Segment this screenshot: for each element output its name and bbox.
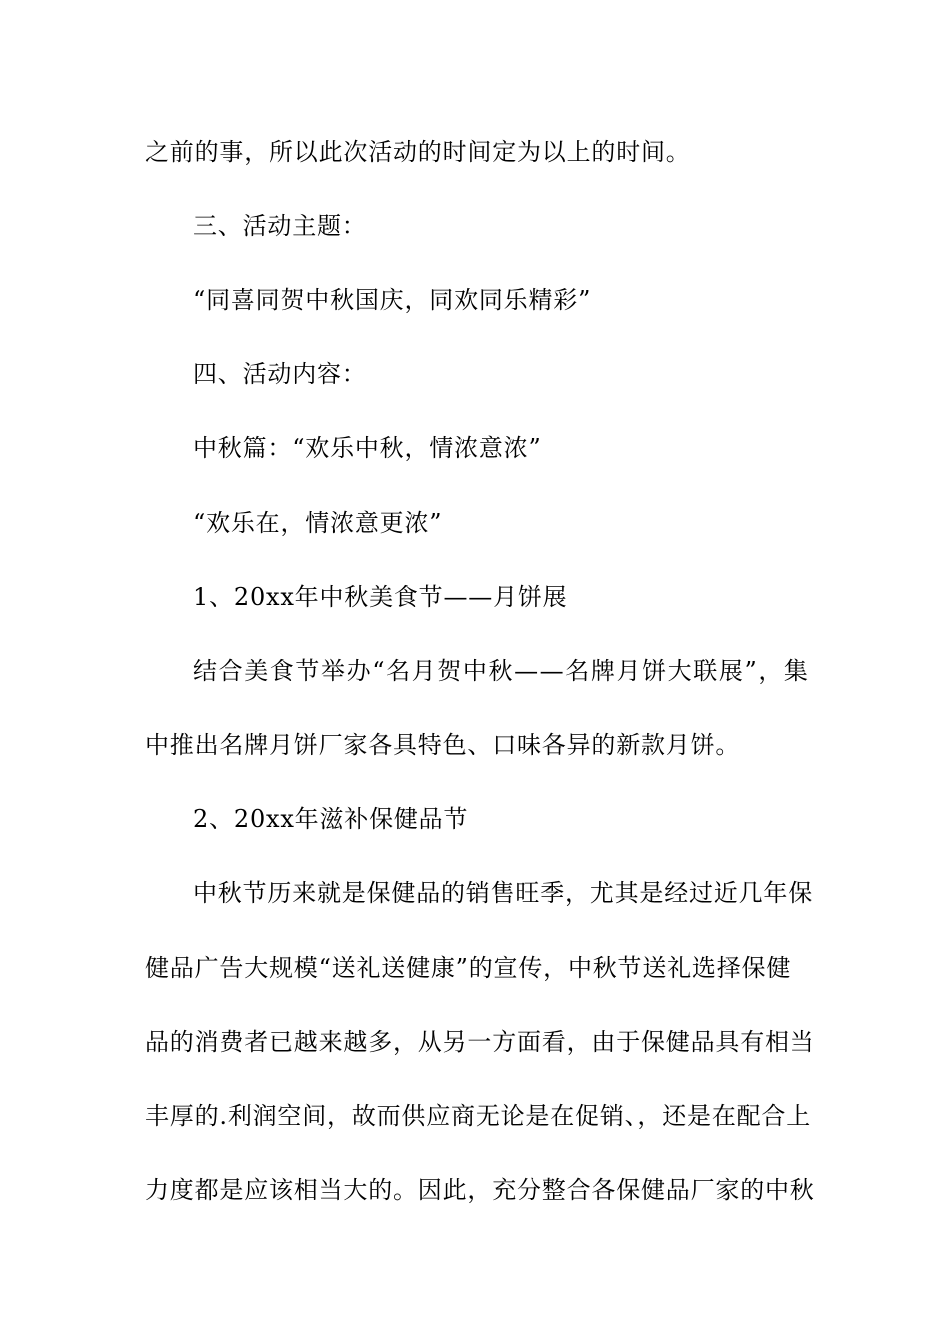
paragraph-2-line-4: 丰厚的.利润空间，故而供应商无论是在促销、，还是在配合上 — [145, 1102, 812, 1130]
theme-slogan: “同喜同贺中秋国庆，同欢同乐精彩” — [193, 286, 592, 314]
paragraph-1-line-1: 结合美食节举办“名月贺中秋——名牌月饼大联展”，集 — [193, 657, 810, 685]
paragraph-2-line-3: 品的消费者已越来越多，从另一方面看，由于保健品具有相当 — [145, 1028, 815, 1056]
paragraph-2-line-1: 中秋节历来就是保健品的销售旺季，尤其是经过近几年保 — [193, 879, 813, 907]
paragraph-1-line-2: 中推出名牌月饼厂家各具特色、口味各异的新款月饼。 — [145, 731, 741, 759]
paragraph-2-line-2: 健品广告大规模“送礼送健康”的宣传，中秋节送礼选择保健 — [145, 954, 792, 982]
section-heading-content: 四、活动内容： — [193, 360, 367, 388]
item-heading-2: 2、20xx年滋补保健品节 — [193, 805, 469, 833]
text-line-1: 之前的事，所以此次活动的时间定为以上的时间。 — [145, 138, 691, 166]
mid-autumn-subtitle: “欢乐在，情浓意更浓” — [193, 509, 443, 537]
mid-autumn-title: 中秋篇：“欢乐中秋，情浓意浓” — [193, 434, 542, 462]
item-heading-1: 1、20xx年中秋美食节——月饼展 — [193, 583, 568, 611]
section-heading-theme: 三、活动主题： — [193, 212, 367, 240]
paragraph-2-line-5: 力度都是应该相当大的。因此，充分整合各保健品厂家的中秋 — [145, 1176, 815, 1204]
